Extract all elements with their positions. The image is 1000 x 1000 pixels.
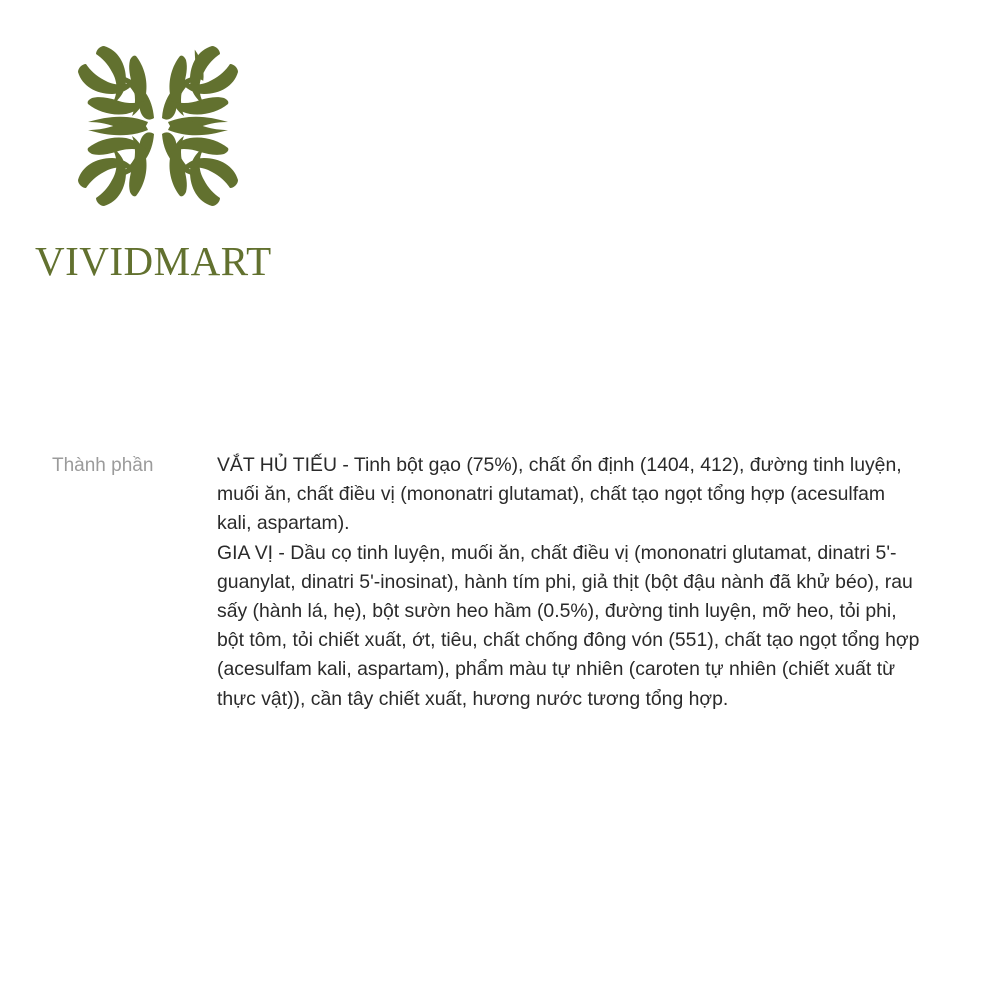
brand-name: VIVIDMART [35,238,272,284]
leaf-flower-logo-icon [74,42,242,210]
ingredients-value [217,451,922,714]
ingredients-label: Thành phần [52,455,154,476]
ingredients-paragraph-noodle: VẮT HỦ TIẾU - Tinh bột gạo (75%), chất ổn định (1404, 412), đường tinh luyện, muối ăn, chất điều vị (mononatri glutamat), chất tạo ngọt tổng hợp (acesulfam kali, aspartam). [217,454,902,535]
ingredients-paragraph-seasoning: GIA VỊ - Dầu cọ tinh luyện, muối ăn, chất điều vị (mononatri glutamat, dinatri 5'-guanylat, dinatri 5'-inosinat), hành tím phi, giả thịt (bột đậu nành đã khử béo), rau sấy (hành lá, hẹ), bột sườn heo hầm (0.5%), đường tinh luyện, mỡ heo, tỏi phi, bột tôm, tỏi chiết xuất, ớt, tiêu, chất chống đông vón (551), chất tạo ngọt tổng hợp (acesulfam kali, aspartam), phẩm màu tự nhiên (caroten tự nhiên (chiết xuất từ thực vật)), cần tây chiết xuất, hương nước tương tổng hợp. [217,541,920,710]
